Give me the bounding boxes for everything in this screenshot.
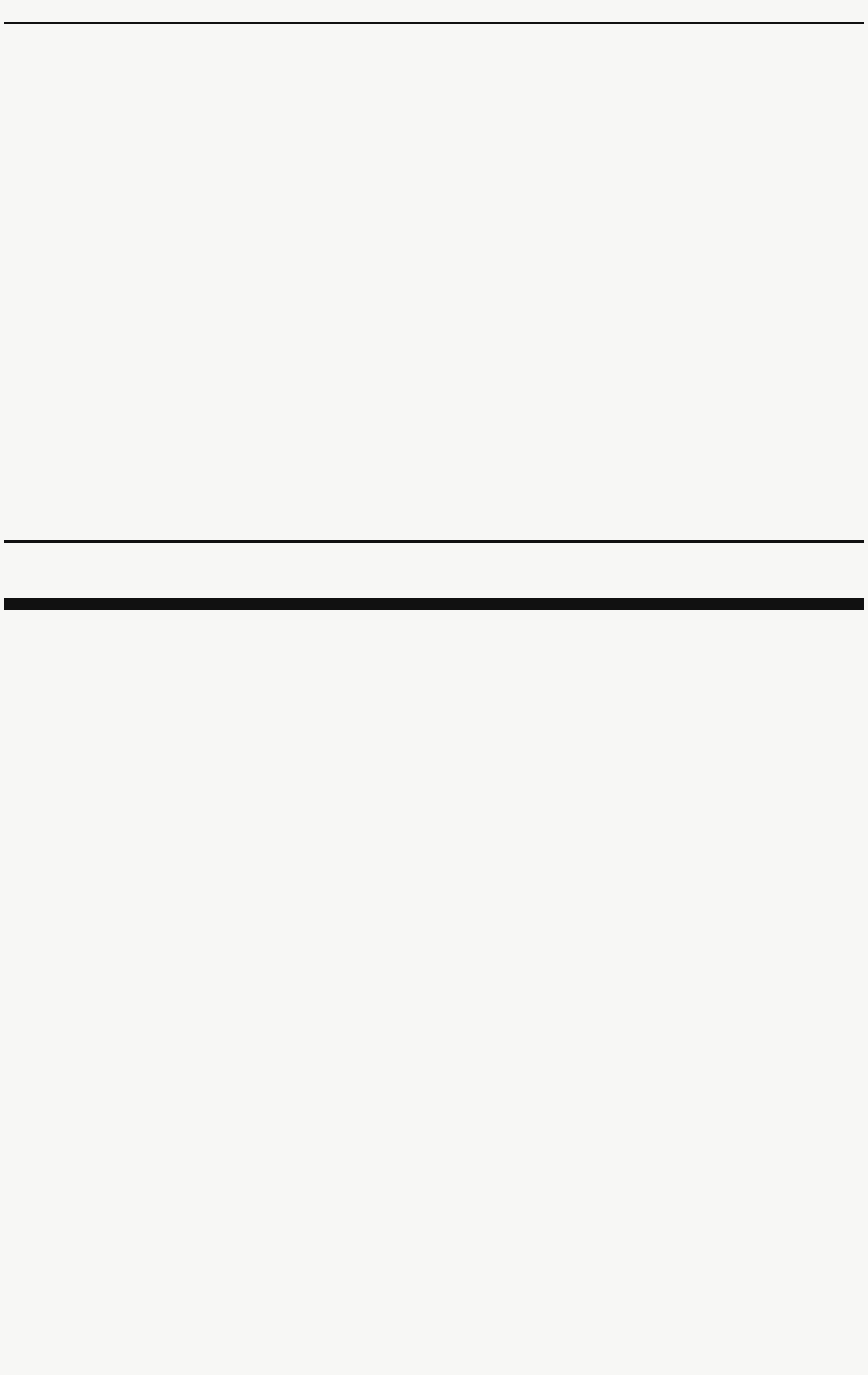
masthead <box>4 6 864 24</box>
service-guide-section <box>4 614 864 1366</box>
help-wanted-section <box>4 26 864 536</box>
deadline-bar <box>4 598 864 610</box>
home-service-guide-banner <box>4 540 864 601</box>
